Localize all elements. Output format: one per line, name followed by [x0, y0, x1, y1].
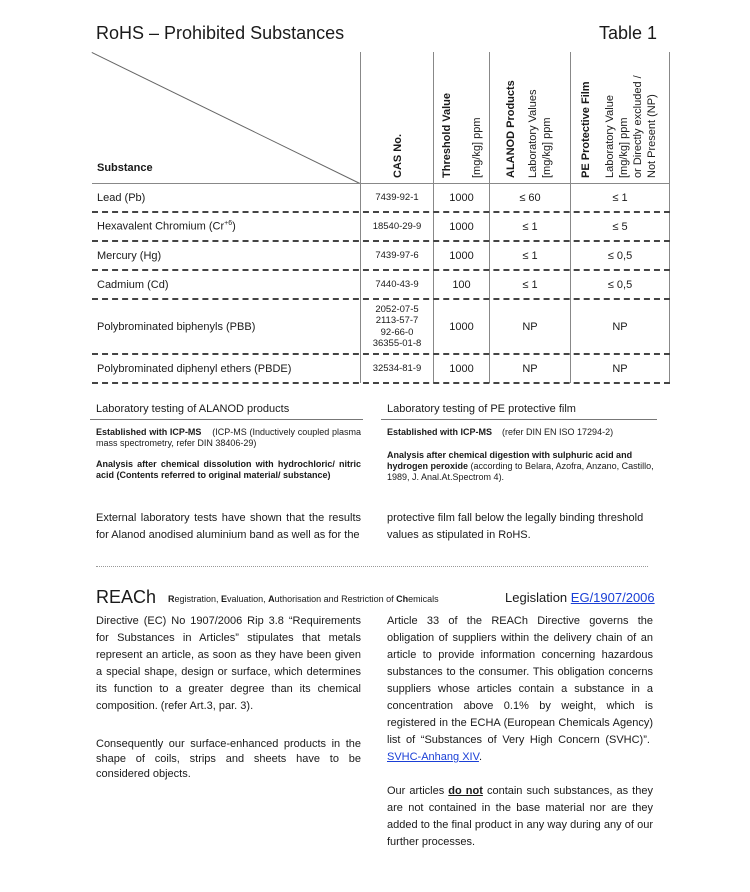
- table-row-threshold: 1000: [449, 362, 474, 375]
- table-row-alanod: NP: [522, 320, 538, 333]
- table-row-alanod: ≤ 1: [522, 278, 538, 291]
- lab-alanod-method: Established with ICP-MS (ICP-MS (Inductively coupled plasma mass spectrometry, refer DIN 38406-29): [96, 427, 361, 448]
- reach-right-para-2: Our articles do not contain such substances, as they are not contained in the base material nor are they added to the final product in any way during any of our further processes.: [387, 785, 653, 848]
- section-divider: [96, 566, 648, 567]
- table-row-cas: 7439-92-1: [375, 191, 419, 203]
- lab-pe-conclusion: protective film fall below the legally binding threshold values as stipulated in RoHS.: [387, 512, 644, 541]
- table-row-pe: ≤ 0,5: [607, 278, 633, 291]
- table-row-cas: 2052-07-5 2113-57-7 92-66-0 36355-01-8: [372, 303, 422, 349]
- col-header-pe-sub1: Laboratory Value: [604, 95, 616, 178]
- lab-alanod-heading: Laboratory testing of ALANOD products: [96, 403, 290, 415]
- reach-left-para-1: Directive (EC) No 1907/2006 Rip 3.8 “Requirements for Substances in Articles” stipulates that metals represent an article, as soon as they have been given a special shape, design or surface, which determines its function to a greater degree than its chemical composition. (refer Art.3, par. 3).: [96, 615, 361, 712]
- table-row-pe: ≤ 1: [612, 191, 628, 204]
- table-row-alanod: ≤ 1: [522, 220, 538, 233]
- legislation-link[interactable]: EG/1907/2006: [570, 590, 655, 605]
- table-row-cas: 7440-43-9: [375, 278, 419, 290]
- table-row-pe: ≤ 0,5: [607, 249, 633, 262]
- reach-title: REACh: [96, 587, 157, 607]
- lab-pe-heading: Laboratory testing of PE protective film: [387, 403, 576, 415]
- reach-subtitle: Registration, Evaluation, Authorisation and Restriction of Chemicals: [168, 594, 439, 604]
- col-header-pe-sub3: or Directly excluded /: [632, 75, 644, 178]
- table-row-pe: ≤ 5: [612, 220, 628, 233]
- col-header-alanod-sub1: Laboratory Values: [527, 89, 539, 178]
- page-title: RoHS – Prohibited Substances: [96, 23, 345, 43]
- col-header-threshold-unit: [mg/kg] ppm: [471, 117, 483, 178]
- table-row-pe: NP: [612, 320, 628, 333]
- col-header-pe-sub4: Not Present (NP): [646, 94, 658, 178]
- col-header-threshold: Threshold Value: [441, 93, 453, 178]
- table-row-alanod: ≤ 1: [522, 249, 538, 262]
- col-header-pe: PE Protective Film: [580, 81, 592, 178]
- col-header-alanod-sub2: [mg/kg] ppm: [541, 117, 553, 178]
- table-row-substance: Polybrominated diphenyl ethers (PBDE): [97, 362, 292, 375]
- table-row-threshold: 1000: [449, 191, 474, 204]
- lab-alanod-analysis: Analysis after chemical dissolution with hydrochloric/ nitric acid (Contents referred to original material/ substance): [96, 459, 361, 480]
- col-divider: [669, 52, 670, 383]
- col-header-substance: Substance: [97, 162, 153, 174]
- table-row-cas: 32534-81-9: [372, 362, 422, 374]
- table-row-cas: 7439-97-6: [375, 249, 419, 261]
- lab-pe-analysis: Analysis after chemical digestion with sulphuric acid and hydrogen peroxide (according to Belara, Azofra, Anzano, Castillo, 1989, J. Anal.At.Spectrom 4).: [387, 450, 654, 482]
- svhc-link[interactable]: SVHC-Anhang XIV: [387, 751, 479, 763]
- table-row-pe: NP: [612, 362, 628, 375]
- section-rule: [381, 419, 657, 420]
- table-row-alanod: NP: [522, 362, 538, 375]
- table-row-alanod: ≤ 60: [519, 191, 541, 204]
- col-header-alanod: ALANOD Products: [505, 80, 517, 178]
- table-row-substance: Polybrominated biphenyls (PBB): [97, 320, 256, 333]
- table-row-substance: Mercury (Hg): [97, 249, 162, 262]
- table-row-substance: Hexavalent Chromium $(Cr^{+6})$: [97, 220, 236, 233]
- reach-left-para-2: Consequently our surface-enhanced products in the shape of coils, strips and sheets have to be considered objects.: [96, 738, 361, 780]
- section-rule: [90, 419, 363, 420]
- col-header-pe-sub2: [mg/kg] ppm: [618, 117, 630, 178]
- legislation: Legislation EG/1907/2006: [505, 590, 655, 605]
- table-label: Table 1: [599, 23, 658, 43]
- table-row-substance: Lead (Pb): [97, 191, 146, 204]
- table-row-cas: 18540-29-9: [372, 220, 422, 232]
- table-row-threshold: 100: [452, 278, 471, 291]
- table-row-threshold: 1000: [449, 249, 474, 262]
- row-divider: [92, 382, 670, 384]
- reach-right-para-1: Article 33 of the REACh Directive governs the obligation of suppliers within the delivery chain of an article to provide information concerning hazardous substances to the consumer. This obligation concerns suppliers whose articles contain a substance in a concentration above 0.1% by weight, which is registered in the ECHA (European Chemicals Agency) list of “Substances of Very High Concern (SVHC)”. SVHC-Anhang XIV.: [387, 615, 653, 763]
- lab-pe-method: Established with ICP-MS (refer DIN EN ISO 17294-2): [387, 427, 614, 437]
- lab-alanod-conclusion: External laboratory tests have shown that the results for Alanod anodised aluminium band as well as for the: [96, 512, 361, 541]
- table-row-threshold: 1000: [449, 220, 474, 233]
- table-row-threshold: 1000: [449, 320, 474, 333]
- col-header-cas: CAS No.: [392, 134, 404, 178]
- table-row-substance: Cadmium (Cd): [97, 278, 169, 291]
